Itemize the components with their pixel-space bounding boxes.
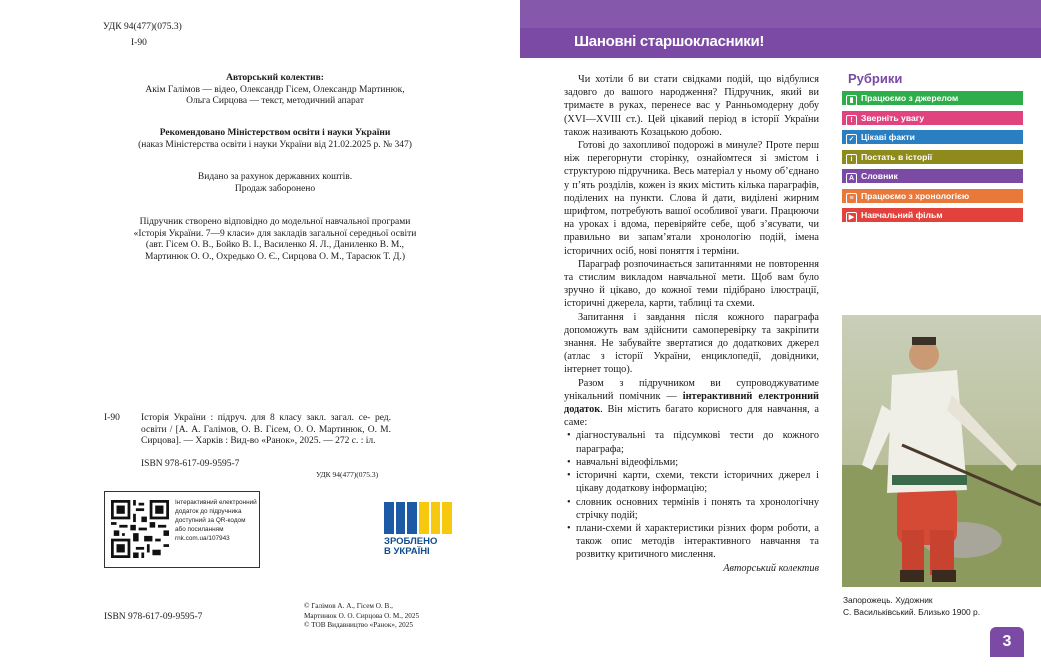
painting-caption	[843, 595, 1023, 618]
list-item: • навчальні відеофільми;	[564, 456, 819, 469]
person-icon: i	[846, 154, 857, 165]
paragraph-bold-text: інтерактивний електронний додаток	[564, 390, 819, 416]
paragraph-text: Разом з підручником ви супроводжуватиме унікальний помічник —	[564, 377, 819, 402]
funding-line: Видано за рахунок державних коштів.	[197, 172, 353, 182]
rubric-label: Цікаві факти	[861, 132, 915, 142]
qr-code-icon[interactable]	[111, 500, 169, 558]
rubric-label: Словник	[861, 171, 898, 181]
made-in-ukraine-logo	[384, 502, 454, 562]
qr-block	[104, 491, 260, 568]
caption-line: Запорожець. Художник	[843, 595, 933, 605]
attention-icon: !	[846, 115, 857, 126]
caption-line: С. Васильківський. Близько 1900 р.	[843, 606, 981, 617]
program-line: «Історія України. 7—9 класи» для закладів загальної середньої освіти	[133, 228, 417, 239]
copyright-line: Мартинюк О. О. Сирцова О. М., 2025	[304, 611, 420, 620]
rubrics-title: Рубрики	[848, 71, 903, 86]
fact-icon: ✓	[846, 134, 857, 145]
funding-note	[110, 172, 440, 195]
made-in-ukraine-stripes	[384, 502, 452, 534]
rubric-label: Постать в історії	[861, 151, 933, 162]
authors-heading: Авторський колектив:	[226, 73, 324, 83]
signature: Авторський колектив	[723, 562, 819, 574]
paragraph: Запитання і завдання після кожного параграфа допоможуть вам здійснити самоперевірку та закріпити знання. Не забувайте звертатися до додаткових джерел (атлас з історії України, енциклопедії, довідники, інтернет тощо).	[564, 311, 819, 376]
rubric-item	[842, 130, 1023, 144]
udk-small: УДК 94(477)(075.3)	[316, 470, 379, 479]
rubric-item	[842, 111, 1023, 125]
authors-line: Акім Галімов — відео, Олександр Гісем, Олександр Мартинюк,	[145, 84, 405, 95]
paragraph	[564, 377, 819, 430]
rubric-label: Навчальний фільм	[861, 210, 943, 220]
made-in-ukraine-text: В УКРАЇНІ	[384, 546, 430, 557]
udk-code: УДК 94(477)(075.3)	[103, 22, 182, 32]
copyright-line: © Галімов А. А., Гісем О. В.,	[304, 602, 393, 610]
program-line: (авт. Гісем О. В., Бойко В. І., Василенко Я. Л., Даниленко В. М.,	[145, 240, 405, 250]
isbn-bottom: ISBN 978-617-09-9595-7	[104, 612, 203, 622]
rubric-item	[842, 169, 1023, 183]
rubric-label: Працюємо з джерелом	[861, 93, 959, 103]
program-line: Підручник створено відповідно до модельної навчальної програми	[139, 217, 411, 227]
copyright-block	[304, 602, 419, 631]
list-item: • плани-схеми й характеристики різних форм роботи, а також опис методів інтерактивного навчання та розвитку критичного мислення.	[564, 522, 819, 562]
header-bar	[520, 28, 1041, 58]
intro-text	[564, 73, 819, 575]
bib-code: І-90	[104, 413, 120, 423]
page-title: Шановні старшокласники!	[574, 33, 765, 50]
catalog-code: І-90	[131, 38, 147, 48]
rubric-item	[842, 189, 1023, 203]
chronology-icon: ≡	[846, 193, 857, 204]
list-item: • історичні карти, схеми, тексти історичних джерел і цікаву додаткову інформацію;	[564, 469, 819, 495]
paragraph: Параграф розпочинається запитаннями не повторення та стислим викладом навчальної мети. Щоб вам було зручно й цікаво, до кожної теми підібрано ілюстрації, історичні джерела, карти, таблиці та схеми.	[564, 258, 819, 310]
rubric-label: Працюємо з хронологією	[861, 190, 970, 201]
paragraph: Чи хотіли б ви стати свідками подій, що відбулися задовго до вашого народження? Підручник, який ви тримаєте в руках, перенесе вас у Ранньомодерну добу (XVI—XVIII ст.). Цей цікавий період в історії України також називають Козацькою добою.	[564, 74, 819, 138]
painting-zaporozhets	[842, 315, 1041, 587]
recommendation-block	[110, 128, 440, 151]
list-item: • словник основних термінів і понять та хронологічну стрічку подій;	[564, 496, 819, 522]
paragraph: Готові до захопливої подорожі в минуле? Проте перш ніж перегорнути сторінку, ознайомтеся зі змістом і структурою підручника. Весь матеріал у ньому об’єднано у п’ять розділів, кожен із яких містить кілька параграфів, поділених на пункти. Слова й дати, виділені жирним шрифтом, потребують вашої особливої уваги. Працюючи на уроках і вдома, перевіряйте себе, щоб з’ясувати, чи правильно ви запам’ятали хронологію подій, імена історичних осіб, нові поняття і терміни.	[564, 140, 819, 257]
film-icon: ▶	[846, 212, 857, 223]
made-in-ukraine-text: ЗРОБЛЕНО	[384, 536, 438, 547]
rubric-item	[842, 208, 1023, 222]
dictionary-icon: A	[846, 173, 857, 184]
page-number: 3	[990, 627, 1024, 657]
isbn-top: ISBN 978-617-09-9595-7	[141, 459, 240, 469]
authors-line: Ольга Сирцова — текст, методичний апарат	[186, 96, 364, 106]
qr-description: Інтерактивний електронний додаток до підручника доступний за QR-кодом або посиланням rnk.com.ua/107943	[175, 499, 257, 542]
recommendation-line: Рекомендовано Міністерством освіти і науки України	[159, 128, 391, 138]
funding-line: Продаж заборонено	[234, 183, 316, 194]
bibliographic-record: Історія України : підруч. для 8 класу закл. загал. се- ред. освіти / [А. А. Галімов, О. В. Гісем, О. О. Мартинюк, О. М. Сирцова]. — Харків : Вид-во «Ранок», 2025. — 272 с. : іл.	[141, 413, 391, 446]
program-line: Мартинюк О. О., Охредько О. Є., Сирцова О. М., Тарасюк Т. Д.)	[145, 251, 405, 262]
rubric-item	[842, 150, 1023, 164]
copyright-line: © ТОВ Видавництво «Ранок», 2025	[304, 621, 413, 629]
top-band	[520, 0, 1041, 28]
right-page	[520, 0, 1041, 672]
paragraph-text: . Він містить багато корисного для навчання, а саме:	[564, 404, 819, 429]
left-page	[0, 0, 520, 672]
authors-block	[110, 73, 440, 108]
book-icon: ▮	[846, 95, 857, 106]
rubric-item	[842, 91, 1023, 105]
recommendation-line: (наказ Міністерства освіти і науки України від 21.02.2025 р. № 347)	[138, 139, 412, 150]
feature-list	[564, 429, 819, 561]
rubric-label: Зверніть увагу	[861, 112, 925, 123]
program-note	[110, 217, 440, 263]
list-item: • діагностувальні та підсумкові тести до кожного параграфа;	[564, 429, 819, 455]
